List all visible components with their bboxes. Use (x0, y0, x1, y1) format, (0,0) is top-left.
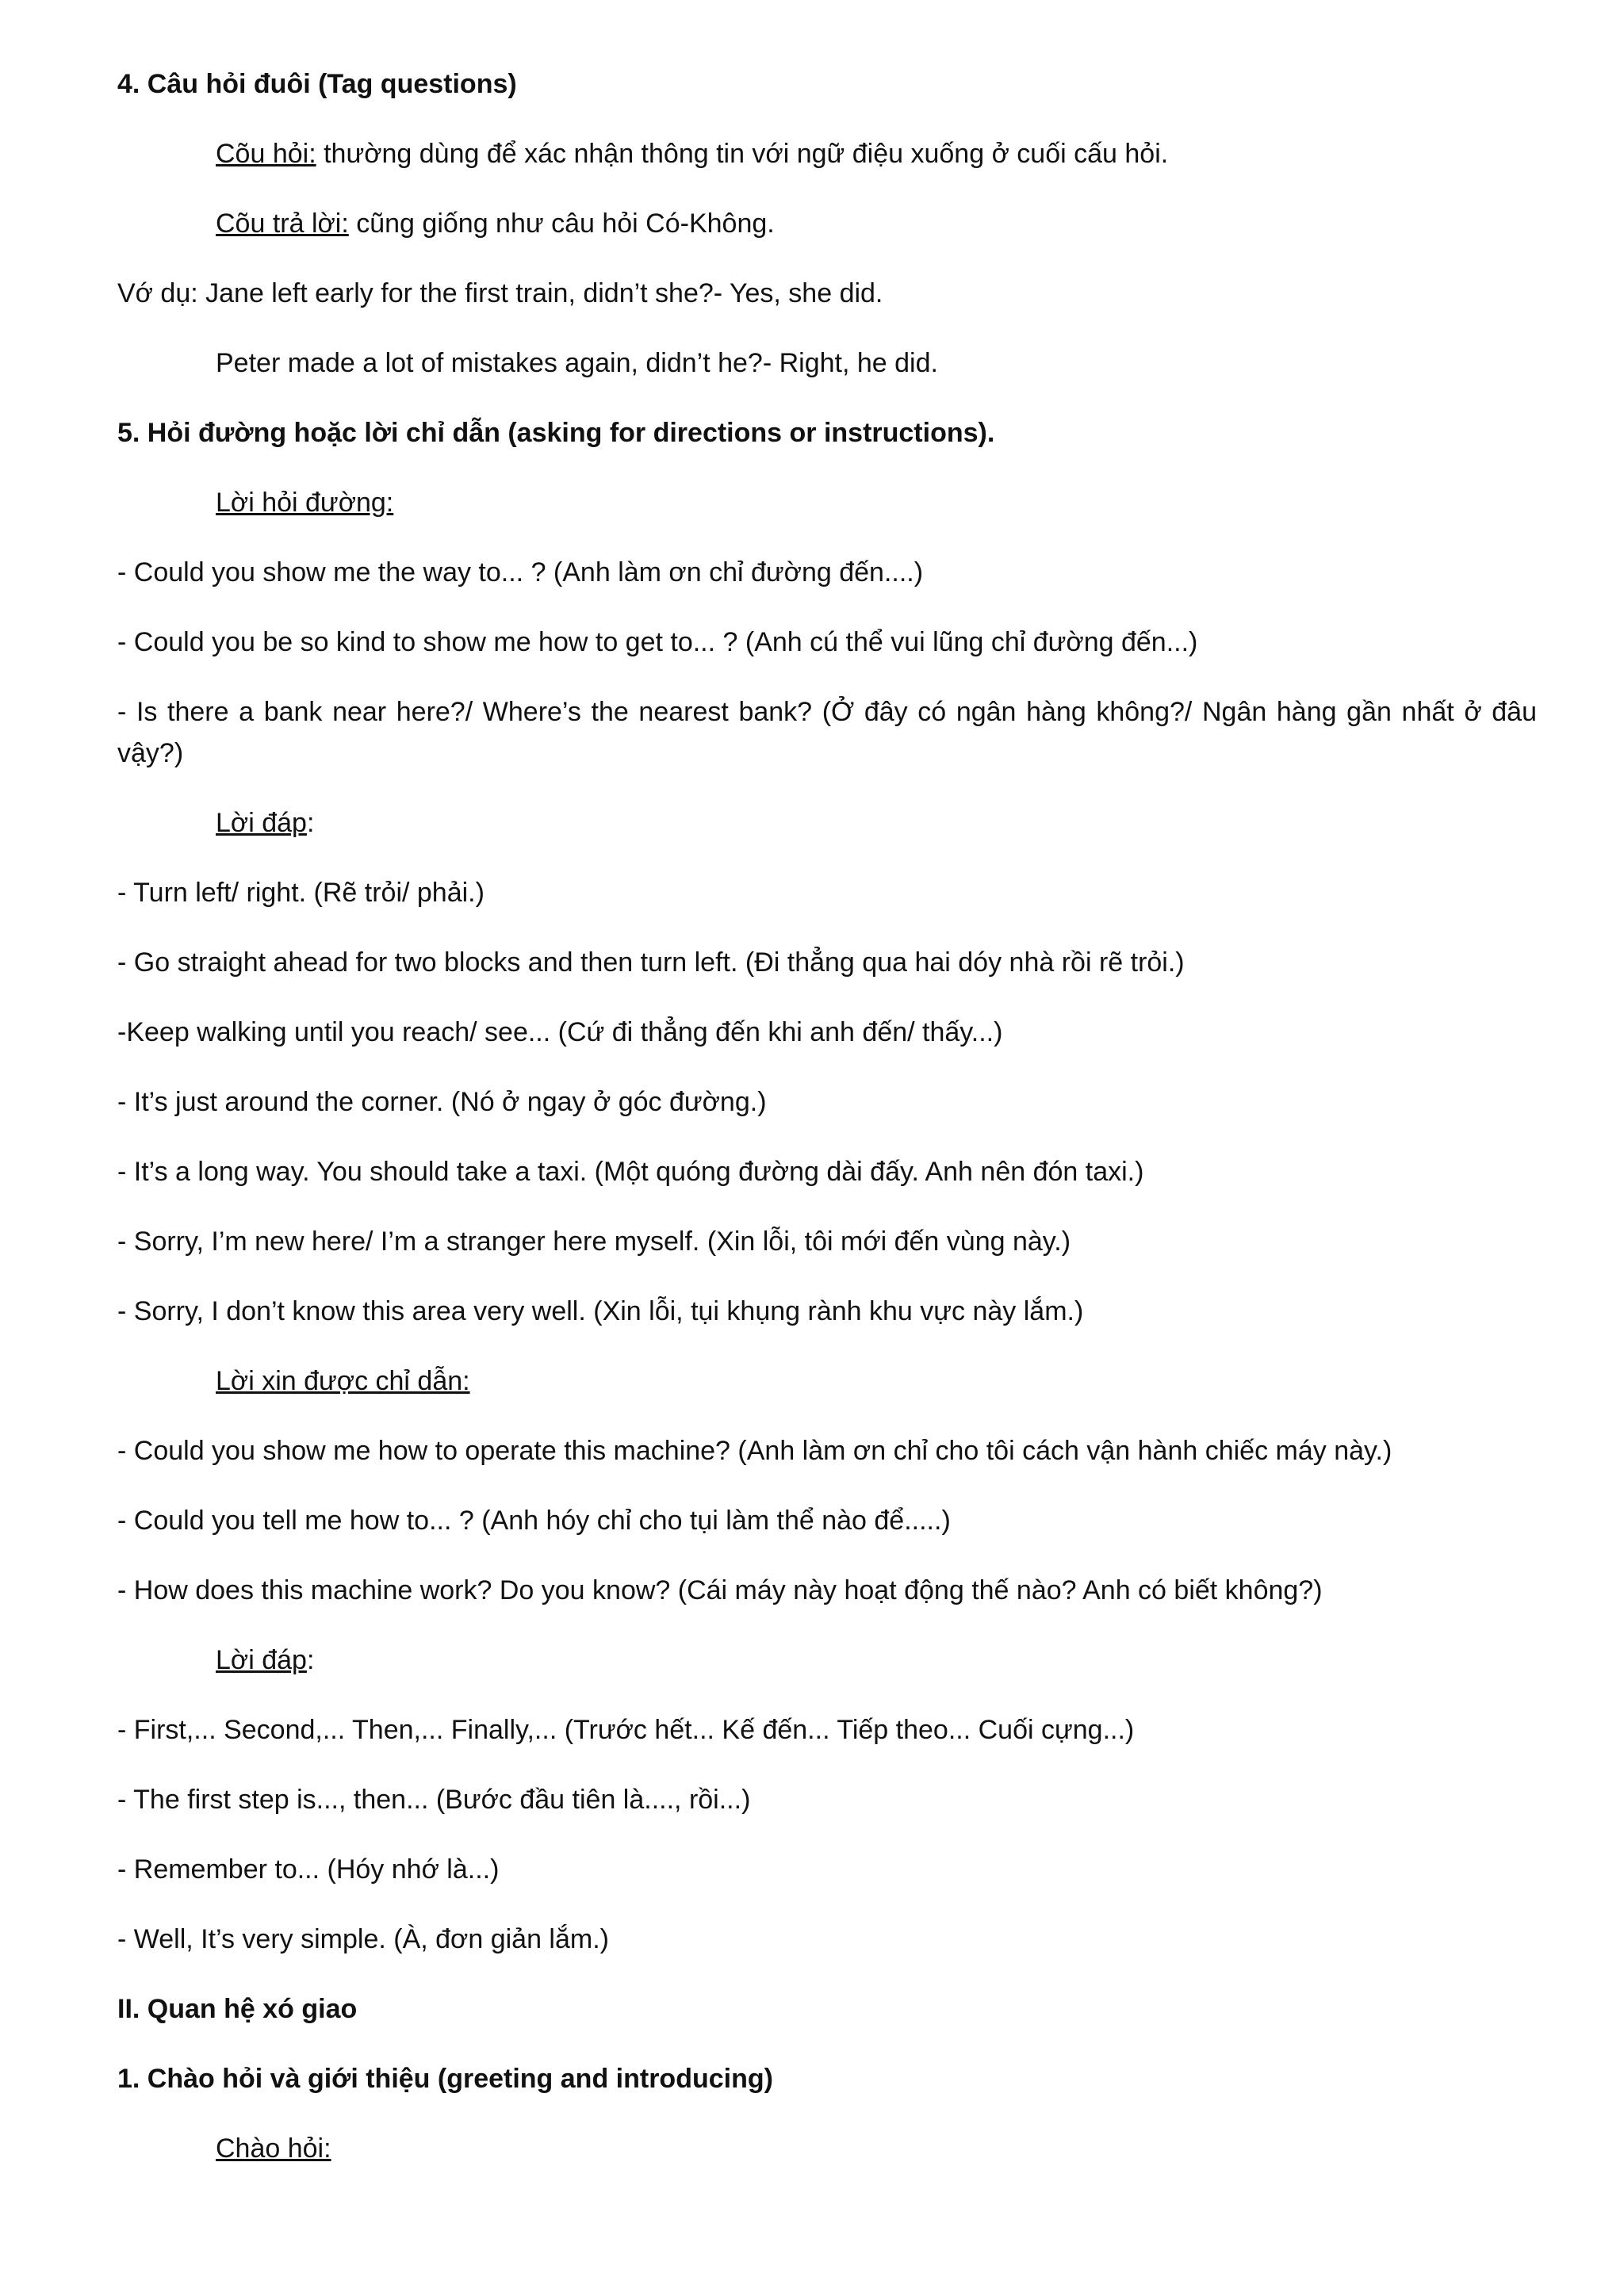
subheading-asking-directions: Lời hỏi đường: (216, 488, 394, 518)
list-item: - Remember to... (Hóy nhớ là...) (117, 1854, 500, 1885)
list-item: - Sorry, I don’t know this area very well. (Xin lỗi, tụi khụng rành khu vực này lắm.) (117, 1296, 1084, 1326)
answer-label: Cõu trả lời: (216, 209, 349, 239)
list-item: - Well, It’s very simple. (À, đơn giản lắm.) (117, 1924, 609, 1954)
list-item: - Could you be so kind to show me how to get to... ? (Anh cú thể vui lũng chỉ đường đến...) (117, 627, 1198, 657)
list-item: - It’s just around the corner. (Nó ở ngay ở góc đường.) (117, 1087, 767, 1117)
section-heading-tag-questions: 4. Câu hỏi đuôi (Tag questions) (117, 69, 517, 99)
document-page (117, 49, 1537, 2183)
list-item: - Go straight ahead for two blocks and then turn left. (Đi thẳng qua hai dóy nhà rồi rẽ trỏi.) (117, 947, 1185, 978)
section-heading-directions: 5. Hỏi đường hoặc lời chỉ dẫn (asking for directions or instructions). (117, 418, 995, 448)
list-item: - The first step is..., then... (Bước đầu tiên là...., rồi...) (117, 1785, 751, 1815)
list-item: - Turn left/ right. (Rẽ trỏi/ phải.) (117, 878, 485, 908)
example-line: Peter made a lot of mistakes again, didn’t he?- Right, he did. (216, 348, 938, 378)
subheading-replies: Lời đáp: (216, 808, 315, 838)
list-item: - How does this machine work? Do you know? (Cái máy này hoạt động thế nào? Anh có biết không?) (117, 1575, 1323, 1605)
subheading-asking-instructions: Lời xin được chỉ dẫn: (216, 1366, 470, 1396)
list-item: - Could you tell me how to... ? (Anh hóy chỉ cho tụi làm thể nào để.....) (117, 1506, 951, 1536)
subheading-replies: Lời đáp: (216, 1645, 315, 1675)
example-line: Vớ dụ: Jane left early for the first train, didn’t she?- Yes, she did. (117, 278, 883, 308)
list-item: - Could you show me the way to... ? (Anh làm ơn chỉ đường đến....) (117, 557, 924, 587)
list-item: - Could you show me how to operate this machine? (Anh làm ơn chỉ cho tôi cách vận hành chiếc máy này.) (117, 1436, 1392, 1466)
answer-definition: Cõu trả lời: cũng giống như câu hỏi Có-Không. (216, 209, 775, 239)
list-item: - Is there a bank near here?/ Where’s the nearest bank? (Ở đây có ngân hàng không?/ Ngân hàng gần nhất ở đâu vậy?) (117, 697, 1537, 768)
section-heading-social: II. Quan hệ xó giao (117, 1994, 358, 2024)
list-item: - First,... Second,... Then,... Finally,... (Trước hết... Kế đến... Tiếp theo... Cuối cựng...) (117, 1715, 1135, 1745)
list-item: -Keep walking until you reach/ see... (Cứ đi thẳng đến khi anh đến/ thấy...) (117, 1017, 1003, 1047)
question-label: Cõu hỏi: (216, 139, 316, 169)
list-item: - It’s a long way. You should take a taxi. (Một quóng đường dài đấy. Anh nên đón taxi.) (117, 1157, 1144, 1187)
section-heading-greeting: 1. Chào hỏi và giới thiệu (greeting and introducing) (117, 2064, 773, 2094)
question-definition: Cõu hỏi: thường dùng để xác nhận thông tin với ngữ điệu xuống ở cuối cấu hỏi. (216, 139, 1169, 169)
subheading-greeting: Chào hỏi: (216, 2133, 331, 2164)
list-item: - Sorry, I’m new here/ I’m a stranger here myself. (Xin lỗi, tôi mới đến vùng này.) (117, 1226, 1071, 1257)
